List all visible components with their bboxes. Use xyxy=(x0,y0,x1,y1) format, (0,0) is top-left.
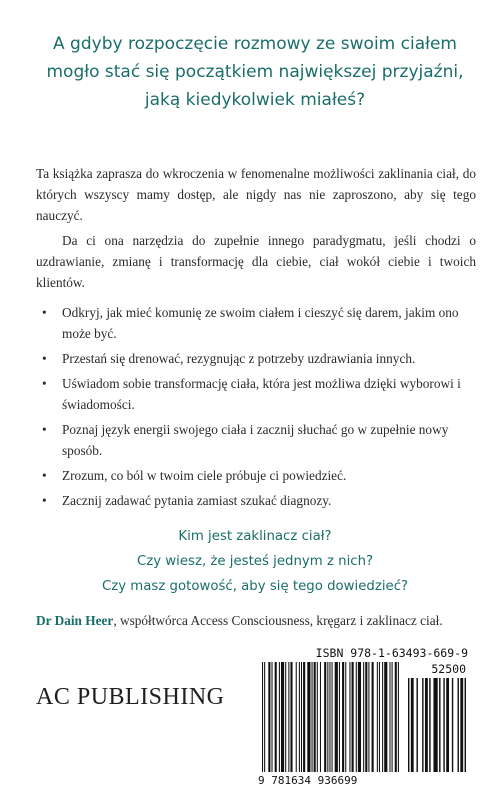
headline xyxy=(40,30,470,114)
bullet-icon: • xyxy=(42,422,47,437)
barcode-bar xyxy=(271,662,272,772)
benefit-list xyxy=(36,302,476,515)
barcode-bar xyxy=(262,662,263,772)
bullet-icon: • xyxy=(42,493,47,508)
question-2: Czy wiesz, że jesteś jednym z nich? xyxy=(136,554,374,569)
barcode-bar xyxy=(279,662,280,772)
barcode-bar xyxy=(429,678,430,772)
barcode-bar xyxy=(446,678,449,772)
bullet-icon: • xyxy=(42,468,47,483)
barcode-bar xyxy=(389,662,390,772)
barcode-bar xyxy=(358,662,361,772)
list-item-text: Zrozum, co ból w twoim ciele próbuje ci powiedzieć. xyxy=(62,468,347,483)
barcode xyxy=(258,646,468,800)
barcode-bar xyxy=(416,678,417,772)
author-name: Dr Dain Heer xyxy=(36,613,114,628)
question-1: Kim jest zaklinacz ciał? xyxy=(178,529,332,544)
barcode-bar xyxy=(342,662,344,772)
author-description: , współtwórca Access Consciousness, kręgarz i zaklinacz ciał. xyxy=(113,613,443,628)
barcode-bar xyxy=(384,662,387,772)
barcode-bar xyxy=(372,662,374,772)
bullet-icon: • xyxy=(42,351,47,366)
barcode-bar xyxy=(363,662,364,772)
barcode-bar xyxy=(368,662,369,772)
barcode-bar xyxy=(458,678,459,772)
list-item xyxy=(36,373,476,415)
barcode-bar xyxy=(352,662,354,772)
list-item xyxy=(36,348,476,369)
barcode-bar xyxy=(395,662,397,772)
barcode-bar xyxy=(377,662,378,772)
barcode-bar xyxy=(307,662,310,772)
list-item-text: Odkryj, jak mieć komunię ze swoim ciałem i cieszyć się darem, jakim ono może być. xyxy=(62,305,459,341)
barcode-bar xyxy=(301,662,302,772)
author-attribution xyxy=(36,611,476,631)
list-item xyxy=(36,465,476,486)
barcode-bar xyxy=(411,678,414,772)
headline-line-3: jaką kiedykolwiek miałeś? xyxy=(144,90,366,110)
barcode-bar xyxy=(433,678,437,772)
barcode-bar xyxy=(327,662,328,772)
barcode-bar xyxy=(299,662,300,772)
questions xyxy=(40,524,470,599)
description-paragraph-1: Ta książka zaprasza do wkroczenia w fenomenalne możliwości zaklinania ciał, do których wszyscy mamy dostęp, ale nigdy nas nie zaproszono, aby się tego nauczyć. xyxy=(36,166,476,223)
bullet-icon: • xyxy=(42,376,47,391)
list-item xyxy=(36,490,476,511)
price-code: 52500 xyxy=(431,662,466,676)
headline-line-2: mogło stać się początkiem największej przyjaźni, xyxy=(46,62,464,82)
question-3: Czy masz gotowość, aby się tego dowiedzieć? xyxy=(101,579,409,594)
barcode-bar xyxy=(264,662,265,772)
barcode-bar xyxy=(443,678,444,772)
barcode-bar xyxy=(332,662,333,772)
barcode-bar xyxy=(329,662,330,772)
barcode-bar xyxy=(335,662,338,772)
barcode-bar xyxy=(452,678,453,772)
barcode-bar xyxy=(296,662,297,772)
barcode-bar xyxy=(324,662,326,772)
barcode-bar xyxy=(439,678,440,772)
list-item-text: Zacznij zadawać pytania zamiast szukać diagnozy. xyxy=(62,493,332,508)
list-item-text: Uświadom sobie transformację ciała, która jest możliwa dzięki wyborowi i świadomości. xyxy=(62,376,461,412)
barcode-bar xyxy=(312,662,313,772)
barcode-bar xyxy=(345,662,346,772)
barcode-bar xyxy=(356,662,357,772)
barcode-bar xyxy=(382,662,383,772)
barcode-bar xyxy=(281,662,284,772)
barcode-bar xyxy=(320,662,321,772)
headline-line-1: A gdyby rozpoczęcie rozmowy ze swoim ciałem xyxy=(53,34,457,54)
isbn-label: ISBN 978-1-63493-669-9 xyxy=(315,646,468,660)
barcode-bar xyxy=(460,678,463,772)
barcode-bar xyxy=(290,662,292,772)
description-paragraph-2: Da ci ona narzędzia do zupełnie innego paradygmatu, jeśli chodzi o uzdrawianie, zmianę i transformację dla ciebie, ciał wokół ciebie i twoich klientów. xyxy=(36,233,476,290)
barcode-digits: 9 781634 936699 xyxy=(258,774,358,787)
barcode-bar xyxy=(392,662,393,772)
barcode-bar xyxy=(408,678,409,772)
barcode-bars xyxy=(262,662,400,772)
barcode-bar xyxy=(425,678,428,772)
barcode-bar xyxy=(465,678,466,772)
barcode-bar xyxy=(285,662,286,772)
barcode-bar xyxy=(349,662,350,772)
publisher-logo: AC PUBLISHING xyxy=(36,684,225,710)
addon-barcode-bars xyxy=(408,678,466,772)
list-item-text: Przestań się drenować, rezygnując z potrzeby uzdrawiania innych. xyxy=(62,351,416,366)
barcode-bar xyxy=(365,662,367,772)
barcode-bar xyxy=(398,662,399,772)
bullet-icon: • xyxy=(42,305,47,320)
barcode-bar xyxy=(288,662,289,772)
barcode-bar xyxy=(314,662,316,772)
barcode-bar xyxy=(303,662,305,772)
barcode-bar xyxy=(275,662,277,772)
barcode-bar xyxy=(422,678,423,772)
description xyxy=(36,163,476,293)
barcode-bar xyxy=(268,662,270,772)
barcode-bar xyxy=(339,662,340,772)
list-item xyxy=(36,302,476,344)
list-item-text: Poznaj język energii swojego ciała i zacznij słuchać go w zupełnie nowy sposób. xyxy=(62,422,449,458)
barcode-bar xyxy=(379,662,380,772)
barcode-bar xyxy=(317,662,318,772)
list-item xyxy=(36,419,476,461)
